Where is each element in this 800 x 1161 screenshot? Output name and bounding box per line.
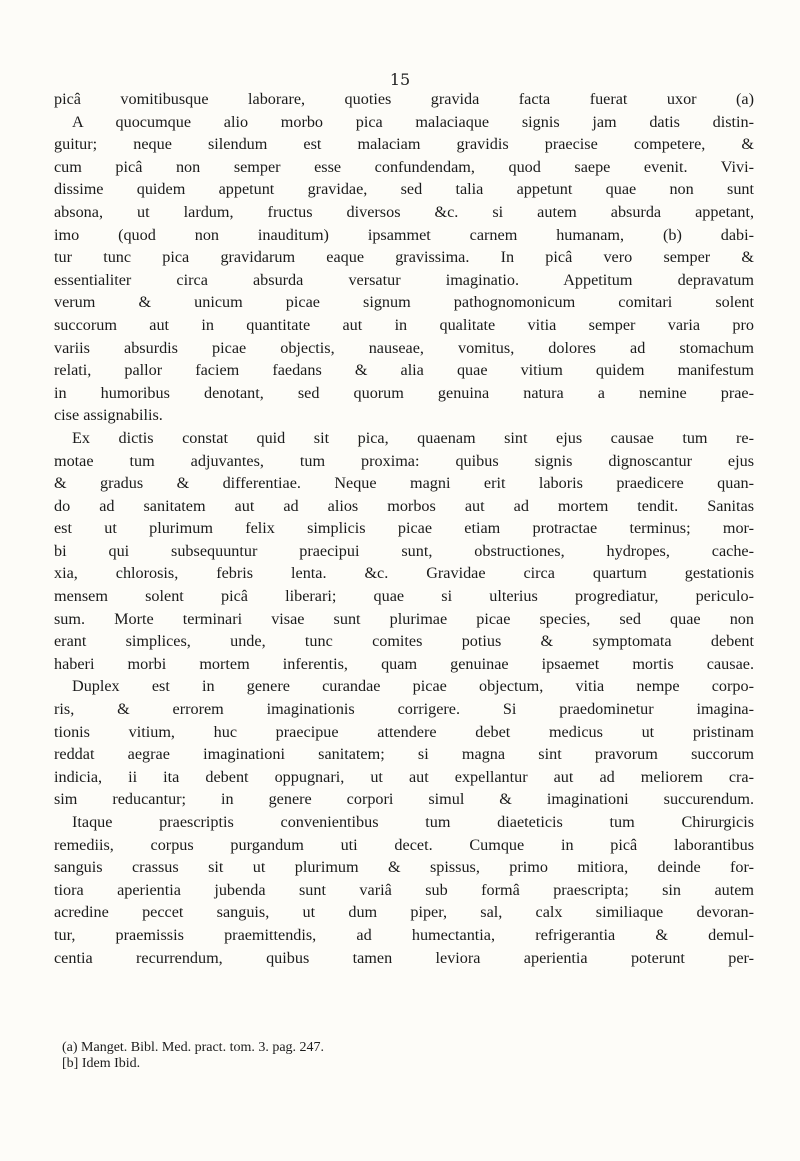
text-line: Itaque praescriptis convenientibus tum diaeteticis tum Chirurgicis (72, 813, 754, 831)
text-line: cum picâ non semper esse confundendam, quod saepe evenit. Vivi- (54, 157, 754, 176)
text-line: sum. Morte terminari visae sunt plurimae picae species, sed quae non (54, 609, 754, 628)
text-line: imo (quod non inauditum) ipsammet carnem humanam, (b) dabi- (54, 225, 754, 244)
text-line: haberi morbi mortem inferentis, quam genuinae ipsaemet mortis causae. (54, 654, 754, 673)
text-line: bi qui subsequuntur praecipui sunt, obstructiones, hydropes, cache- (54, 541, 754, 560)
text-line: indicia, ii ita debent oppugnari, ut aut expellantur aut ad meliorem cra- (54, 767, 754, 786)
text-line: sim reducantur; in genere corpori simul & imaginationi succurendum. (54, 790, 754, 809)
text-line: relati, pallor faciem faedans & alia quae vitium quidem manifestum (54, 361, 754, 380)
text-line: motae tum adjuvantes, tum proxima: quibus signis dignoscantur ejus (54, 451, 754, 470)
footnotes (62, 1040, 752, 1072)
text-line: absona, ut lardum, fructus diversos &c. si autem absurda appetant, (54, 202, 754, 221)
text-line: reddat aegrae imaginationi sanitatem; si magna sint pravorum succorum (54, 745, 754, 764)
text-line: tionis vitium, huc praecipue attendere debet medicus ut pristinam (54, 722, 754, 741)
text-line: dissime quidem appetunt gravidae, sed talia appetunt quae non sunt (54, 180, 754, 199)
text-line: Duplex est in genere curandae picae objectum, vitia nempe corpo- (72, 677, 754, 696)
text-line: Ex dictis constat quid sit pica, quaenam sint ejus causae tum re- (72, 428, 754, 447)
footnote-b: [b] Idem Ibid. (62, 1056, 141, 1071)
text-line: essentialiter circa absurda versatur imaginatio. Appetitum depravatum (54, 270, 754, 289)
text-line: variis absurdis picae objectis, nauseae, vomitus, dolores ad stomachum (54, 338, 754, 357)
text-line: do ad sanitatem aut ad alios morbos aut ad mortem tendit. Sanitas (54, 496, 754, 515)
text-line: xia, chlorosis, febris lenta. &c. Gravidae circa quartum gestationis (54, 564, 754, 583)
text-line: remediis, corpus purgandum uti decet. Cumque in picâ laborantibus (54, 835, 754, 854)
text-line: sanguis crassus sit ut plurimum & spissus, primo mitiora, deinde for- (54, 858, 754, 877)
text-line: verum & unicum picae signum pathognomonicum comitari solent (54, 293, 754, 312)
body-text (54, 88, 754, 969)
text-line: tur tunc pica gravidarum eaque gravissima. In picâ vero semper & (54, 248, 754, 267)
text-line: acredine peccet sanguis, ut dum piper, sal, calx similiaque devoran- (54, 903, 754, 922)
text-line: & gradus & differentiae. Neque magni erit laboris praedicere quan- (54, 474, 754, 493)
footnote-a: (a) Manget. Bibl. Med. pract. tom. 3. pag. 247. (62, 1040, 325, 1055)
text-line: guitur; neque silendum est malaciam gravidis praecise competere, & (54, 135, 754, 154)
text-line: centia recurrendum, quibus tamen leviora aperientia poterunt per- (54, 948, 754, 967)
text-line: picâ vomitibusque laborare, quoties gravida facta fuerat uxor (a) (54, 90, 754, 108)
text-line: A quocumque alio morbo pica malaciaque signis jam datis distin- (72, 112, 754, 131)
text-line: succorum aut in quantitate aut in qualitate vitia semper varia pro (54, 315, 754, 334)
text-line: mensem solent picâ liberari; quae si ulterius progrediatur, periculo- (54, 587, 754, 606)
text-line: tur, praemissis praemittendis, ad humectantia, refrigerantia & demul- (54, 925, 754, 944)
text-line: in humoribus denotant, sed quorum genuina natura a nemine prae- (54, 383, 754, 402)
text-line: ris, & errorem imaginationis corrigere. Si praedominetur imagina- (54, 700, 754, 719)
text-line: tiora aperientia jubenda sunt variâ sub formâ praescripta; sin autem (54, 880, 754, 899)
text-line: est ut plurimum felix simplicis picae etiam protractae terminus; mor- (54, 519, 754, 538)
text-line: erant simplices, unde, tunc comites potius & symptomata debent (54, 632, 754, 651)
text-line: cise assignabilis. (54, 406, 163, 425)
page-number: 15 (389, 70, 411, 89)
